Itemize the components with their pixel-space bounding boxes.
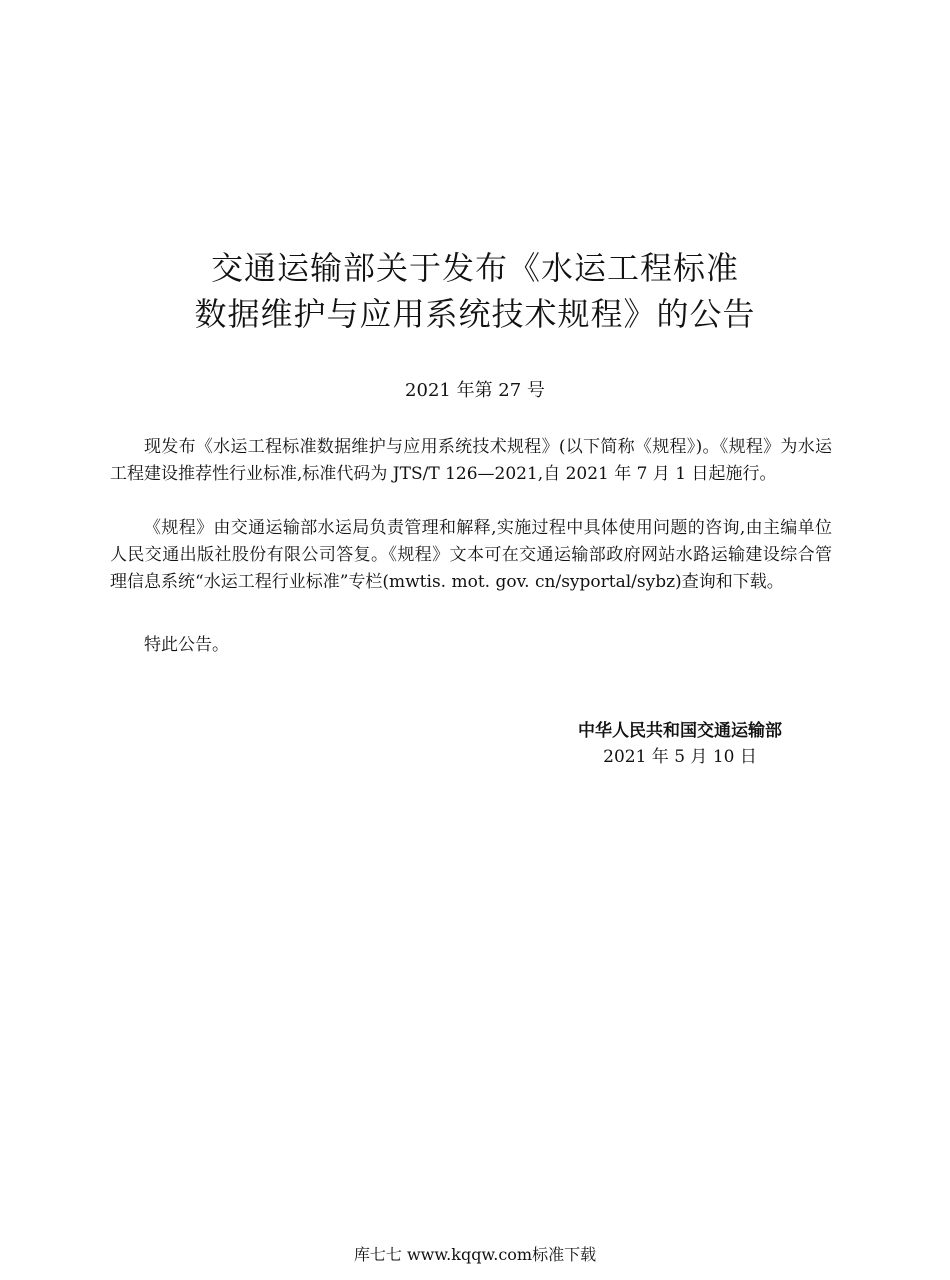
- footer-watermark: 库七七 www.kqqw.com标准下载: [353, 1245, 597, 1264]
- signing-date: 2021 年 5 月 10 日: [603, 747, 757, 767]
- signing-authority: 中华人民共和国交通运输部: [578, 721, 782, 741]
- document-number: 2021 年第 27 号: [405, 380, 545, 401]
- paragraph-release: 现发布《水运工程标准数据维护与应用系统技术规程》(以下简称《规程》)。《规程》为水运工程建设推荐性行业标准,标准代码为 JTS/T 126—2021,自 2021 年 7 月 1 日起施行。: [110, 437, 832, 484]
- paragraph-management: 《规程》由交通运输部水运局负责管理和解释,实施过程中具体使用问题的咨询,由主编单位人民交通出版社股份有限公司答复。《规程》文本可在交通运输部政府网站水路运输建设综合管理信息系统“水运工程行业标准”专栏(mwtis. mot. gov. cn/syportal/sybz)查询和下载。: [110, 518, 832, 592]
- document-title-line-2: 数据维护与应用系统技术规程》的公告: [194, 295, 756, 333]
- document-title-line-1: 交通运输部关于发布《水运工程标准: [210, 249, 739, 287]
- paragraph-closing: 特此公告。: [144, 635, 229, 655]
